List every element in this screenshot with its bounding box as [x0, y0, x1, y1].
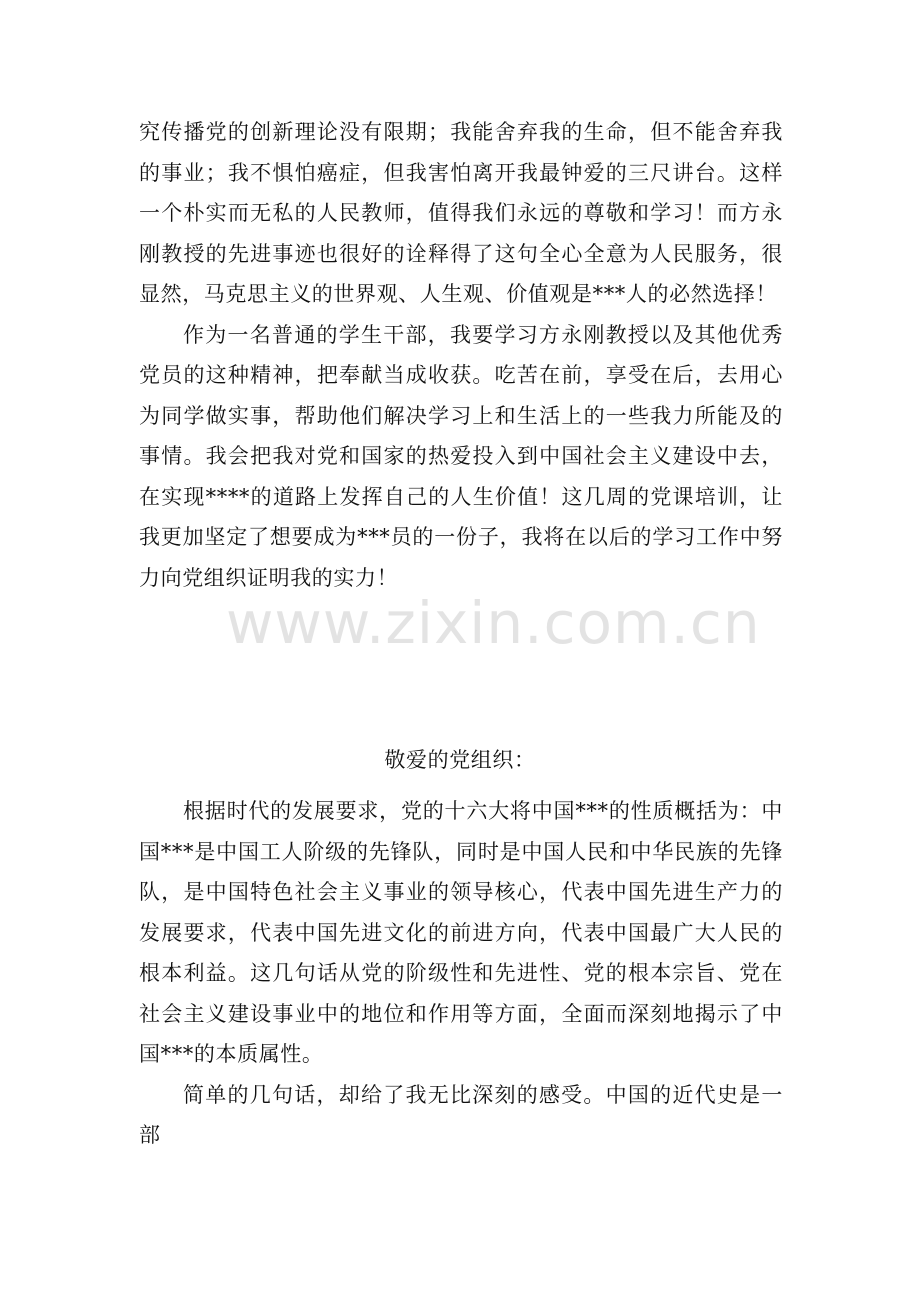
- paragraph-continuation: 究传播党的创新理论没有限期；我能舍弃我的生命，但不能舍弃我的事业；我不惧怕癌症，但我害怕离开我最钟爱的三尺讲台。这样一个朴实而无私的人民教师，值得我们永远的尊敬和学习！而方永刚教授的先进事迹也很好的诠释得了这句全心全意为人民服务，很显然，马克思主义的世界观、人生观、价值观是***人的必然选择！: [139, 120, 783, 306]
- paragraph-student-cadre: 作为一名普通的学生干部，我要学习方永刚教授以及其他优秀党员的这种精神，把奉献当成收获。吃苦在前，享受在后，去用心为同学做实事，帮助他们解决学习上和生活上的一些我力所能及的事情。我会把我对党和国家的热爱投入到中国社会主义建设中去，在实现****的道路上发挥自己的人生价值！这几周的党课培训，让我更加坚定了想要成为***员的一份子，我将在以后的学习工作中努力向党组织证明我的实力！: [139, 322, 783, 590]
- watermark: www.zixin.com.cn: [226, 589, 761, 657]
- section-two: [139, 791, 783, 1156]
- paragraph-party-nature: 根据时代的发展要求，党的十六大将中国***的性质概括为：中国***是中国工人阶级的先锋队，同时是中国人民和中华民族的先锋队，是中国特色社会主义事业的领导核心，代表中国先进生产力的发展要求，代表中国先进文化的前进方向，代表中国最广大人民的根本利益。这几句话从党的阶级性和先进性、党的根本宗旨、党在社会主义建设事业中的地位和作用等方面，全面而深刻地揭示了中国***的本质属性。: [139, 799, 783, 1066]
- paragraph-reflection: 简单的几句话，却给了我无比深刻的感受。中国的近代史是一部: [139, 1082, 783, 1147]
- section-one: [139, 112, 783, 598]
- letter-salutation: 敬爱的党组织：: [384, 748, 536, 772]
